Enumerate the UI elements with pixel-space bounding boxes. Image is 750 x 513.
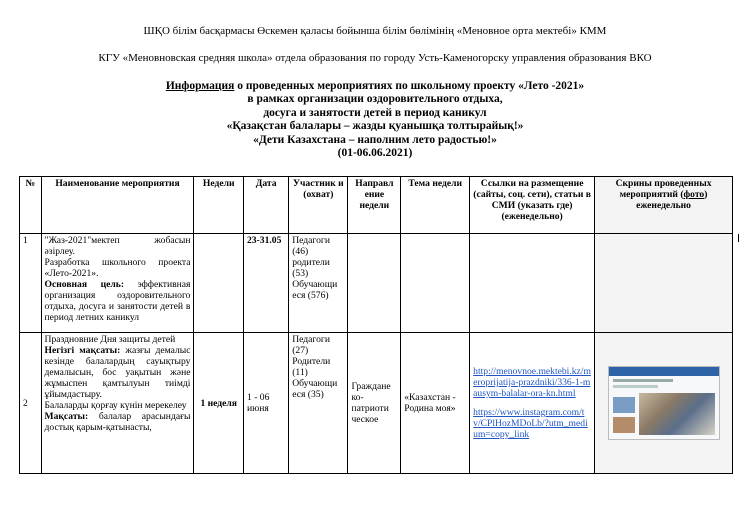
title-line-1: о проведенных мероприятиях по школьному проекту «Лето -2021» bbox=[234, 80, 585, 92]
row2-direction: Граждане ко-патриоти ческое bbox=[348, 333, 401, 474]
row1-direction bbox=[348, 234, 401, 333]
screenshot-site-header bbox=[609, 367, 719, 376]
row1-screens bbox=[595, 234, 733, 333]
screens-header-photo: фото bbox=[683, 189, 705, 200]
screens-header-pre: Скрины проведенных мероприятий ( bbox=[615, 178, 712, 200]
row1-part-teachers: Педагоги (46) bbox=[292, 235, 330, 257]
row1-goal-label: Основная цель: bbox=[44, 279, 125, 290]
row2-goal2-text: балалар арасындағы достық қарым-қатынасты, bbox=[44, 411, 191, 433]
table-row bbox=[20, 234, 733, 333]
events-table bbox=[19, 176, 733, 474]
screenshot-thumbnail bbox=[613, 417, 635, 433]
col-header-weeks: Недели bbox=[194, 177, 244, 234]
col-header-screens bbox=[595, 177, 733, 234]
screens-header-post: ) еженедельно bbox=[636, 189, 708, 211]
row1-links bbox=[470, 234, 595, 333]
title-line-4: «Қазақстан балалары – жазды қуанышқа толтырайық!» bbox=[226, 120, 524, 133]
row2-links bbox=[470, 333, 595, 474]
row2-theme: «Казахстан - Родина моя» bbox=[401, 333, 470, 474]
header-line-ru: КГУ «Меновновская средняя школа» отдела образования по городу Усть-Каменогорску управления образования ВКО bbox=[98, 52, 652, 64]
row2-num: 2 bbox=[20, 333, 42, 474]
screenshot-thumbnail bbox=[613, 397, 635, 413]
row2-part-students: Обучающи еся (35) bbox=[292, 378, 338, 400]
row2-screens bbox=[595, 333, 733, 474]
col-header-name: Наименование мероприятия bbox=[41, 177, 194, 234]
row2-part-parents: Родители (11) bbox=[292, 356, 331, 378]
row1-weeks bbox=[194, 234, 244, 333]
col-header-direction: Направл ение недели bbox=[348, 177, 401, 234]
header-line-kz: ШҚО білім басқармасы Өскемен қаласы бойынша білім бөлімінің «Меновное орта мектебі» КММ bbox=[143, 25, 607, 37]
row2-date: 1 - 06 июня bbox=[244, 333, 289, 474]
row2-weeks: 1 неделя bbox=[194, 333, 244, 474]
row1-num: 1 bbox=[20, 234, 42, 333]
row2-part-teachers: Педагоги (27) bbox=[292, 334, 330, 356]
row1-part-parents: родители (53) bbox=[292, 257, 330, 279]
row1-participants bbox=[289, 234, 348, 333]
col-header-theme: Тема недели bbox=[401, 177, 470, 234]
col-header-links: Ссылки на размещение (сайты, соц. сети), статьи в СМИ (указать где) (еженедельно) bbox=[470, 177, 595, 234]
col-header-participants: Участник и (охват) bbox=[289, 177, 348, 234]
link-school-site[interactable]: http://menovnoe.mektebi.kz/meroprijatija-prazdniki/336-1-mausym-balalar-ora-kn.html bbox=[473, 366, 591, 399]
row2-participants bbox=[289, 333, 348, 474]
row2-name-line1: Праздновние Дня защиты детей bbox=[44, 334, 176, 345]
row2-goal-kz-text: жазғы демалыс кезінде балалардың сауықтыру демалысын, бос уақытын және жұмыспен қамтылуын тиімді ұйымдастыру. bbox=[44, 345, 191, 400]
col-header-num: № bbox=[20, 177, 42, 234]
row1-part-students: Обучающи еся (576) bbox=[292, 279, 338, 301]
title-line-2: в рамках организации оздоровительного отдыха, bbox=[247, 93, 503, 106]
row2-name bbox=[41, 333, 194, 474]
screenshot-text-line bbox=[613, 385, 658, 388]
title-line-5: «Дети Казахстана – наполним лето радостью!» bbox=[253, 133, 497, 146]
title-info-word: Информация bbox=[165, 80, 235, 92]
table-row bbox=[20, 333, 733, 474]
table-header-row bbox=[20, 177, 733, 234]
screenshot-text-line bbox=[613, 379, 673, 382]
text-cursor bbox=[738, 234, 739, 242]
row1-date: 23-31.05 bbox=[244, 234, 289, 333]
title-dates: (01-06.06.2021) bbox=[337, 147, 413, 160]
row2-name-line3: Балаларды қорғау күнін мерекелеу bbox=[44, 400, 187, 411]
row2-goal2-label: Мақсаты: bbox=[44, 411, 89, 422]
row1-name-line2: Разработка школьного проекта «Лето-2021». bbox=[44, 257, 191, 279]
row1-name-line1: "Жаз-2021"мектеп жобасын әзірлеу. bbox=[44, 235, 191, 257]
row1-goal-text: эффективная организация оздоровительного отдыха, досуга и занятости детей в период летних каникул bbox=[44, 279, 191, 323]
event-screenshot bbox=[608, 366, 720, 440]
document-title bbox=[0, 80, 750, 160]
row1-theme bbox=[401, 234, 470, 333]
title-line-3: досуга и занятости детей в период каникул bbox=[263, 106, 487, 119]
screenshot-photo bbox=[639, 393, 715, 435]
col-header-date: Дата bbox=[244, 177, 289, 234]
row1-name bbox=[41, 234, 194, 333]
link-instagram[interactable]: https://www.instagram.com/tv/CPlHozMDoLb/?utm_medium=copy_link bbox=[473, 407, 588, 440]
row2-goal-kz-label: Негізгі мақсаты: bbox=[44, 345, 121, 356]
